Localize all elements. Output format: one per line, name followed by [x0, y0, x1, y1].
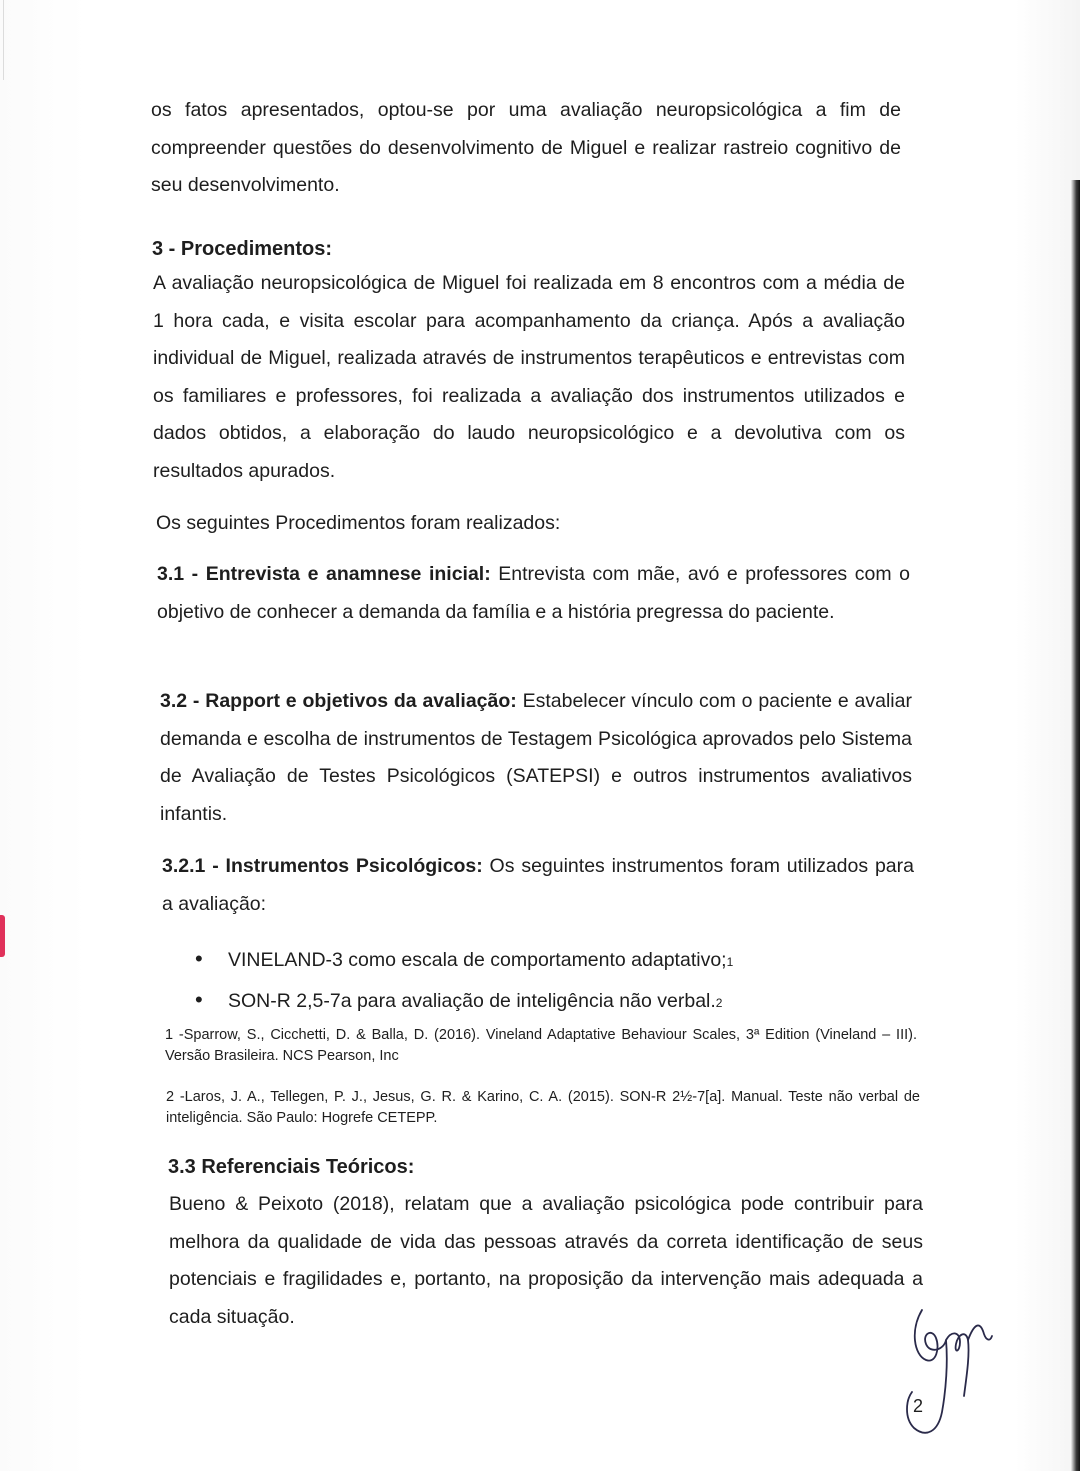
- section-3-1: [157, 556, 910, 631]
- section-3-heading: 3 - Procedimentos:: [152, 238, 333, 260]
- procedures-lead: Os seguintes Procedimentos foram realizados:: [156, 512, 561, 534]
- section-3-1-label: 3.1 - Entrevista e anamnese inicial:: [157, 563, 491, 585]
- scan-edge-right: [1071, 180, 1080, 1471]
- section-3-2-1-text: Os seguintes instrumentos foram utilizados para a avaliação:: [162, 855, 914, 915]
- handwritten-signature: [900, 1300, 995, 1440]
- footnote-1: 1 -Sparrow, S., Cicchetti, D. & Balla, D. (2016). Vineland Adaptative Behaviour Scales, 3ª Edition (Vineland – III). Versão Brasileira. NCS Pearson, Inc: [165, 1027, 917, 1064]
- section-3-2: [160, 683, 912, 833]
- page-number: 2: [913, 1396, 924, 1416]
- instrument-son-r: SON-R 2,5-7a para avaliação de inteligência não verbal.: [228, 990, 716, 1012]
- list-item: • SON-R 2,5-7a para avaliação de inteligência não verbal. 2: [195, 980, 733, 1021]
- scan-edge-mark: [0, 915, 5, 957]
- instrument-list: [195, 939, 733, 1021]
- section-3-3-paragraph: Bueno & Peixoto (2018), relatam que a avaliação psicológica pode contribuir para melhora da qualidade de vida das pessoas através da correta identificação de seus potenciais e fragilidades e, portanto, na proposição da intervenção mais adequada a cada situação.: [169, 1193, 923, 1328]
- footnote-2: 2 -Laros, J. A., Tellegen, P. J., Jesus, G. R. & Karino, C. A. (2015). SON-R 2½-7[a]. Manual. Teste não verbal de inteligência. São Paulo: Hogrefe CETEPP.: [166, 1089, 920, 1126]
- section-3-2-label: 3.2 - Rapport e objetivos da avaliação:: [160, 690, 517, 712]
- section-3-2-1-label: 3.2.1 - Instrumentos Psicológicos:: [162, 855, 483, 877]
- bullet-icon: •: [195, 946, 203, 971]
- section-3-2-1: [162, 848, 914, 923]
- section-3-1-text: Entrevista com mãe, avó e professores com o objetivo de conhecer a demanda da família e a história pregressa do paciente.: [157, 563, 910, 623]
- section-3-2-text: Estabelecer vínculo com o paciente e avaliar demanda e escolha de instrumentos de Testagem Psicológica aprovados pelo Sistema de Avaliação de Testes Psicológicos (SATEPSI) e outros instrumentos avaliativos infantis.: [160, 690, 912, 825]
- bullet-icon: •: [195, 987, 203, 1012]
- list-item: • VINELAND-3 como escala de comportamento adaptativo; 1: [195, 939, 733, 980]
- scan-edge-left: [3, 0, 4, 80]
- section-3-paragraph: A avaliação neuropsicológica de Miguel foi realizada em 8 encontros com a média de 1 hora cada, e visita escolar para acompanhamento da criança. Após a avaliação individual de Miguel, realizada através de instrumentos terapêuticos e entrevistas com os familiares e professores, foi realizada a avaliação dos instrumentos utilizados e dados obtidos, a elaboração do laudo neuropsicológico e a devolutiva com os resultados apurados.: [153, 272, 905, 482]
- instrument-vineland: VINELAND-3 como escala de comportamento adaptativo;: [228, 949, 727, 971]
- intro-paragraph: os fatos apresentados, optou-se por uma avaliação neuropsicológica a fim de compreender questões do desenvolvimento de Miguel e realizar rastreio cognitivo de seu desenvolvimento.: [151, 99, 901, 196]
- section-3-3-heading: 3.3 Referenciais Teóricos:: [168, 1156, 415, 1178]
